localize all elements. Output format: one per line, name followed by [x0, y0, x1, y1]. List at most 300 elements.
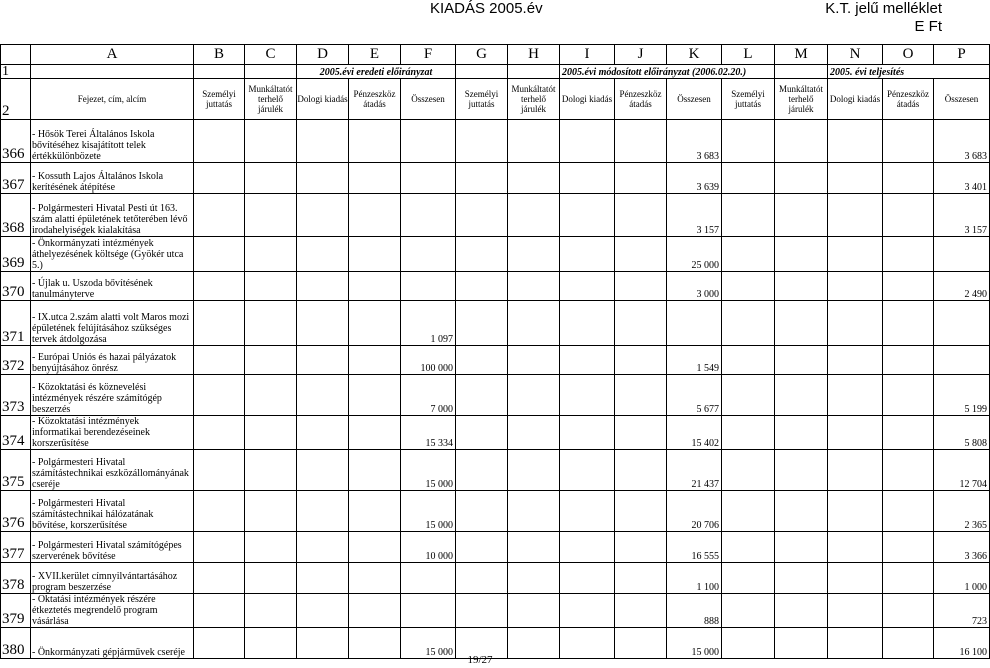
actual-total — [934, 237, 990, 272]
table-row — [1, 272, 990, 301]
row-description: - XVII.kerület címnyilvántartásához program beszerzése — [31, 563, 194, 594]
original-total: 15 000 — [401, 628, 456, 659]
empty-cell — [456, 416, 508, 450]
empty-cell — [722, 346, 775, 375]
empty-cell — [349, 163, 401, 194]
row-description: - Újlak u. Uszoda bővítésének tanulmányterve — [31, 272, 194, 301]
empty-cell — [828, 532, 883, 563]
original-total: 7 000 — [401, 375, 456, 416]
empty-cell — [349, 346, 401, 375]
empty-cell — [508, 272, 560, 301]
table-row — [1, 532, 990, 563]
empty-cell — [775, 416, 828, 450]
actual-total: 3 366 — [934, 532, 990, 563]
col-letter: G — [456, 45, 508, 65]
page-number: 19/27 — [467, 654, 493, 666]
empty-cell — [615, 416, 667, 450]
unit-label: E Ft — [914, 18, 942, 35]
modified-total: 3 000 — [667, 272, 722, 301]
empty-cell — [828, 563, 883, 594]
group-actual: 2005. évi teljesítés — [828, 65, 990, 79]
col-letter: N — [828, 45, 883, 65]
empty-cell — [775, 194, 828, 237]
empty-cell — [775, 532, 828, 563]
empty-cell — [883, 375, 934, 416]
modified-total — [667, 301, 722, 346]
empty-cell — [508, 375, 560, 416]
empty-cell — [297, 301, 349, 346]
empty-cell — [615, 237, 667, 272]
modified-total: 15 000 — [667, 628, 722, 659]
empty-cell — [508, 563, 560, 594]
row-description: - Önkormányzati intézmények áthelyezésének költsége (Gyökér utca 5.) — [31, 237, 194, 272]
actual-total: 2 365 — [934, 491, 990, 532]
empty-cell — [194, 237, 245, 272]
annex-label: K.T. jelű melléklet — [825, 0, 942, 17]
actual-total: 12 704 — [934, 450, 990, 491]
empty-cell — [297, 563, 349, 594]
empty-cell — [349, 532, 401, 563]
empty-cell — [194, 346, 245, 375]
empty-cell — [560, 416, 615, 450]
empty-cell — [245, 594, 297, 628]
empty-cell — [194, 491, 245, 532]
page-title: KIADÁS 2005.év — [430, 0, 543, 17]
empty-cell — [615, 120, 667, 163]
empty-cell — [349, 594, 401, 628]
empty-cell — [883, 491, 934, 532]
row-description: - Hősök Terei Általános Iskola bővítéséhez kisajátított telek értékkülönbözete — [31, 120, 194, 163]
empty-cell — [245, 163, 297, 194]
row-number: 1 — [1, 65, 31, 79]
row-number: 371 — [1, 301, 31, 346]
empty-cell — [883, 416, 934, 450]
empty-cell — [775, 491, 828, 532]
empty-cell — [828, 120, 883, 163]
header-material: Dologi kiadás — [297, 79, 349, 120]
col-letter: H — [508, 45, 560, 65]
empty-cell — [456, 375, 508, 416]
empty-cell — [883, 450, 934, 491]
empty-cell — [349, 272, 401, 301]
actual-total: 3 401 — [934, 163, 990, 194]
empty-cell — [349, 237, 401, 272]
row-number: 366 — [1, 120, 31, 163]
col-letter: I — [560, 45, 615, 65]
empty-cell — [828, 194, 883, 237]
row-number: 375 — [1, 450, 31, 491]
empty-cell — [508, 237, 560, 272]
header-material: Dologi kiadás — [828, 79, 883, 120]
actual-total: 3 683 — [934, 120, 990, 163]
empty-cell — [828, 301, 883, 346]
empty-cell — [775, 563, 828, 594]
empty-cell — [615, 301, 667, 346]
empty-cell — [560, 563, 615, 594]
row-number: 368 — [1, 194, 31, 237]
header-personal: Személyi juttatás — [722, 79, 775, 120]
empty-cell — [297, 491, 349, 532]
empty-cell — [883, 346, 934, 375]
empty-cell — [615, 491, 667, 532]
table-row — [1, 375, 990, 416]
row-number: 376 — [1, 491, 31, 532]
empty-cell — [883, 301, 934, 346]
empty-cell — [828, 237, 883, 272]
empty-cell — [245, 532, 297, 563]
empty-cell — [883, 237, 934, 272]
group-original: 2005.évi eredeti előirányzat — [297, 65, 456, 79]
row-description: - Közoktatási intézmények informatikai berendezéseinek korszerűsítése — [31, 416, 194, 450]
header-total: Összesen — [401, 79, 456, 120]
original-total: 1 097 — [401, 301, 456, 346]
empty-cell — [245, 450, 297, 491]
empty-cell — [615, 450, 667, 491]
empty-cell — [828, 416, 883, 450]
empty-cell — [245, 120, 297, 163]
empty-cell — [722, 594, 775, 628]
empty-cell — [883, 194, 934, 237]
row-number: 367 — [1, 163, 31, 194]
col-letter: C — [245, 45, 297, 65]
empty-cell — [245, 194, 297, 237]
row-description: - Polgármesteri Hivatal számítástechnikai eszközállományának cseréje — [31, 450, 194, 491]
empty-cell — [349, 491, 401, 532]
actual-total: 16 100 — [934, 628, 990, 659]
empty-cell — [560, 491, 615, 532]
modified-total: 3 683 — [667, 120, 722, 163]
modified-total: 1 100 — [667, 563, 722, 594]
empty-cell — [615, 272, 667, 301]
modified-total: 5 677 — [667, 375, 722, 416]
row-description: - Polgármesteri Hivatal számítógépes szerverének bővítése — [31, 532, 194, 563]
col-letter: D — [297, 45, 349, 65]
empty-cell — [775, 346, 828, 375]
empty-cell — [722, 194, 775, 237]
group-modified: 2005.évi módosított előirányzat (2006.02.20.) — [560, 65, 775, 79]
col-letter: A — [31, 45, 194, 65]
row-number: 369 — [1, 237, 31, 272]
modified-total: 1 549 — [667, 346, 722, 375]
empty-cell — [560, 163, 615, 194]
empty-cell — [297, 346, 349, 375]
col-letter: M — [775, 45, 828, 65]
row-number: 378 — [1, 563, 31, 594]
table-row — [1, 594, 990, 628]
table-row — [1, 237, 990, 272]
original-total: 10 000 — [401, 532, 456, 563]
empty-cell — [828, 346, 883, 375]
col-letter: J — [615, 45, 667, 65]
original-total — [401, 163, 456, 194]
empty-cell — [508, 450, 560, 491]
empty-cell — [775, 237, 828, 272]
empty-cell — [245, 272, 297, 301]
table-row — [1, 301, 990, 346]
row-number: 377 — [1, 532, 31, 563]
empty-cell — [245, 416, 297, 450]
empty-cell — [245, 375, 297, 416]
modified-total: 20 706 — [667, 491, 722, 532]
row-description: - Kossuth Lajos Általános Iskola kerítésének átépítése — [31, 163, 194, 194]
budget-table — [0, 44, 990, 659]
empty-cell — [349, 120, 401, 163]
row-description: - Európai Uniós és hazai pályázatok benyújtásához önrész — [31, 346, 194, 375]
empty-cell — [775, 450, 828, 491]
modified-total: 21 437 — [667, 450, 722, 491]
original-total — [401, 194, 456, 237]
original-total — [401, 272, 456, 301]
empty-cell — [297, 532, 349, 563]
empty-cell — [456, 163, 508, 194]
empty-cell — [456, 272, 508, 301]
empty-cell — [560, 450, 615, 491]
empty-cell — [615, 375, 667, 416]
empty-cell — [508, 163, 560, 194]
column-header-row — [1, 79, 990, 120]
empty-cell — [828, 450, 883, 491]
empty-cell — [194, 563, 245, 594]
empty-cell — [615, 163, 667, 194]
empty-cell — [883, 563, 934, 594]
row-number: 2 — [1, 79, 31, 120]
empty-cell — [245, 301, 297, 346]
actual-total: 723 — [934, 594, 990, 628]
col-letter: O — [883, 45, 934, 65]
empty-cell — [349, 450, 401, 491]
empty-cell — [508, 594, 560, 628]
table-row — [1, 563, 990, 594]
col-letter: B — [194, 45, 245, 65]
empty-cell — [883, 272, 934, 301]
empty-cell — [194, 272, 245, 301]
empty-cell — [297, 120, 349, 163]
actual-total: 5 808 — [934, 416, 990, 450]
table-row — [1, 416, 990, 450]
empty-cell — [245, 563, 297, 594]
header-employer: Munkáltatót terhelő járulék — [775, 79, 828, 120]
column-letter-row — [1, 45, 990, 65]
modified-total: 3 639 — [667, 163, 722, 194]
col-letter: P — [934, 45, 990, 65]
table-row — [1, 491, 990, 532]
modified-total: 888 — [667, 594, 722, 628]
empty-cell — [883, 532, 934, 563]
empty-cell — [456, 532, 508, 563]
empty-cell — [194, 532, 245, 563]
row-description: - Közoktatási és köznevelési intézmények részére számítógép beszerzés — [31, 375, 194, 416]
original-total: 15 000 — [401, 491, 456, 532]
empty-cell — [456, 237, 508, 272]
empty-cell — [194, 450, 245, 491]
empty-cell — [615, 594, 667, 628]
empty-cell — [560, 346, 615, 375]
empty-cell — [508, 194, 560, 237]
table-row — [1, 163, 990, 194]
row-description: - Polgármesteri Hivatal Pesti út 163. szám alatti épületének tetőterében lévő irodahelyiségek kialakítása — [31, 194, 194, 237]
empty-cell — [297, 163, 349, 194]
empty-cell — [456, 301, 508, 346]
empty-cell — [828, 491, 883, 532]
empty-cell — [883, 120, 934, 163]
row-description: - Önkormányzati gépjárművek cseréje — [31, 628, 194, 659]
col-letter: E — [349, 45, 401, 65]
empty-cell — [722, 375, 775, 416]
group-header-row — [1, 65, 990, 79]
col-letter: L — [722, 45, 775, 65]
row-number: 372 — [1, 346, 31, 375]
header-total: Összesen — [934, 79, 990, 120]
empty-cell — [560, 120, 615, 163]
empty-cell — [883, 594, 934, 628]
empty-cell — [245, 346, 297, 375]
row-number: 380 — [1, 628, 31, 659]
empty-cell — [456, 120, 508, 163]
empty-cell — [560, 237, 615, 272]
empty-cell — [194, 375, 245, 416]
modified-total: 25 000 — [667, 237, 722, 272]
empty-cell — [297, 594, 349, 628]
empty-cell — [560, 375, 615, 416]
empty-cell — [560, 272, 615, 301]
col-letter: K — [667, 45, 722, 65]
empty-cell — [615, 194, 667, 237]
modified-total: 16 555 — [667, 532, 722, 563]
row-number: 373 — [1, 375, 31, 416]
empty-cell — [775, 594, 828, 628]
row-description: - Oktatási intézmények részére étkeztetés megrendelő program vásárlása — [31, 594, 194, 628]
empty-cell — [508, 346, 560, 375]
empty-cell — [508, 301, 560, 346]
empty-cell — [245, 491, 297, 532]
actual-total: 2 490 — [934, 272, 990, 301]
col-letter: F — [401, 45, 456, 65]
header-transfer: Pénzeszköz átadás — [615, 79, 667, 120]
header-employer: Munkáltatót terhelő járulék — [245, 79, 297, 120]
empty-cell — [722, 491, 775, 532]
empty-cell — [722, 450, 775, 491]
empty-cell — [722, 120, 775, 163]
empty-cell — [883, 163, 934, 194]
empty-cell — [194, 194, 245, 237]
table-row — [1, 120, 990, 163]
table-row — [1, 346, 990, 375]
row-number: 370 — [1, 272, 31, 301]
empty-cell — [722, 563, 775, 594]
original-total: 100 000 — [401, 346, 456, 375]
row-number: 374 — [1, 416, 31, 450]
empty-cell — [349, 563, 401, 594]
empty-cell — [297, 375, 349, 416]
empty-cell — [349, 194, 401, 237]
empty-cell — [297, 194, 349, 237]
empty-cell — [349, 375, 401, 416]
original-total — [401, 120, 456, 163]
actual-total: 3 157 — [934, 194, 990, 237]
empty-cell — [560, 594, 615, 628]
empty-cell — [828, 594, 883, 628]
modified-total: 3 157 — [667, 194, 722, 237]
header-employer: Munkáltatót terhelő járulék — [508, 79, 560, 120]
row-number: 379 — [1, 594, 31, 628]
header-desc: Fejezet, cím, alcím — [31, 79, 194, 120]
modified-total: 15 402 — [667, 416, 722, 450]
original-total: 15 000 — [401, 450, 456, 491]
header-material: Dologi kiadás — [560, 79, 615, 120]
empty-cell — [560, 532, 615, 563]
empty-cell — [349, 301, 401, 346]
header-transfer: Pénzeszköz átadás — [883, 79, 934, 120]
empty-cell — [560, 194, 615, 237]
empty-cell — [615, 532, 667, 563]
empty-cell — [456, 346, 508, 375]
empty-cell — [775, 120, 828, 163]
empty-cell — [722, 532, 775, 563]
actual-total — [934, 346, 990, 375]
empty-cell — [297, 450, 349, 491]
table-row — [1, 450, 990, 491]
row-description: - IX.utca 2.szám alatti volt Maros mozi épületének felújításához szükséges tervek átdolgozása — [31, 301, 194, 346]
empty-cell — [297, 237, 349, 272]
empty-cell — [349, 416, 401, 450]
empty-cell — [775, 272, 828, 301]
empty-cell — [508, 416, 560, 450]
header-transfer: Pénzeszköz átadás — [349, 79, 401, 120]
header-total: Összesen — [667, 79, 722, 120]
empty-cell — [722, 301, 775, 346]
empty-cell — [615, 563, 667, 594]
empty-cell — [456, 194, 508, 237]
actual-total: 1 000 — [934, 563, 990, 594]
empty-cell — [508, 120, 560, 163]
empty-cell — [297, 272, 349, 301]
header-personal: Személyi juttatás — [456, 79, 508, 120]
row-description: - Polgármesteri Hivatal számítástechnikai hálózatának bővítése, korszerűsítése — [31, 491, 194, 532]
empty-cell — [508, 491, 560, 532]
table-row — [1, 194, 990, 237]
empty-cell — [775, 301, 828, 346]
empty-cell — [775, 375, 828, 416]
original-total — [401, 237, 456, 272]
empty-cell — [456, 450, 508, 491]
empty-cell — [194, 120, 245, 163]
empty-cell — [722, 272, 775, 301]
empty-cell — [722, 237, 775, 272]
empty-cell — [775, 163, 828, 194]
actual-total: 5 199 — [934, 375, 990, 416]
empty-cell — [508, 532, 560, 563]
empty-cell — [722, 416, 775, 450]
empty-cell — [560, 301, 615, 346]
original-total — [401, 563, 456, 594]
empty-cell — [245, 237, 297, 272]
annex-header — [825, 0, 942, 36]
empty-cell — [456, 563, 508, 594]
empty-cell — [456, 491, 508, 532]
empty-cell — [194, 594, 245, 628]
actual-total — [934, 301, 990, 346]
empty-cell — [194, 163, 245, 194]
empty-cell — [456, 594, 508, 628]
empty-cell — [722, 163, 775, 194]
empty-cell — [828, 375, 883, 416]
empty-cell — [194, 301, 245, 346]
header-personal: Személyi juttatás — [194, 79, 245, 120]
empty-cell — [194, 416, 245, 450]
empty-cell — [297, 416, 349, 450]
empty-cell — [828, 163, 883, 194]
original-total: 15 334 — [401, 416, 456, 450]
